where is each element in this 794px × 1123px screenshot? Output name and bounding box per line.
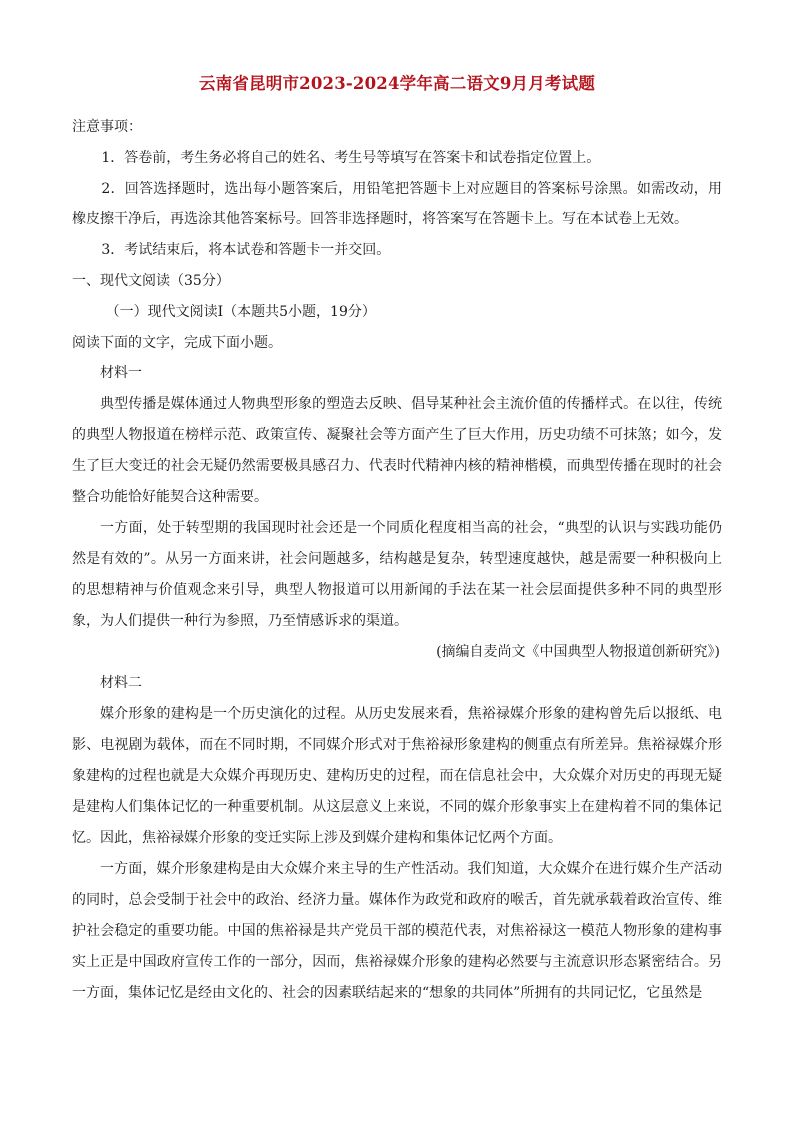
page-title: 云南省昆明市2023-2024学年高二语文9月月考试题 — [198, 74, 596, 93]
material-paragraph: 媒介形象的建构是一个历史演化的过程。从历史发展来看，焦裕禄媒介形象的建构曾先后以报纸、电影、电视剧为载体，而在不同时期，不同媒介形式对于焦裕禄形象建构的侧重点有所差异。焦裕禄媒介形象建构的过程也就是大众媒介再现历史、建构历史的过程，而在信息社会中，大众媒介对历史的再现无疑是建构人们集体记忆的一种重要机制。从这层意义上来说，不同的媒介形象事实上在建构着不同的集体记忆。因此，焦裕禄媒介形象的变迁实际上涉及到媒介建构和集体记忆两个方面。 — [72, 705, 722, 846]
material-label: 材料二 — [100, 675, 142, 692]
reading-instruction: 阅读下面的文字，完成下面小题。 — [72, 334, 282, 351]
material-paragraph: 一方面，媒介形象建构是由大众媒介来主导的生产性活动。我们知道，大众媒介在进行媒介生产活动的同时，总会受制于社会中的政治、经济力量。媒体作为政党和政府的喉舌，首先就承载着政治宣传、维护社会稳定的重要功能。中国的焦裕禄是共产党员干部的模范代表，对焦裕禄这一模范人物形象的建构事实上正是中国政府宣传工作的一部分，因而，焦裕禄媒介形象的建构必然要与主流意识形态紧密结合。另一方面，集体记忆是经由文化的、社会的因素联结起来的“想象的共同体”所拥有的共同记忆，它虽然是 — [72, 860, 722, 1001]
notice-item-2: 2．回答选择题时，选出每小题答案后，用铅笔把答题卡上对应题目的答案标号涂黑。如需改动，用橡皮擦干净后，再选涂其他答案标号。回答非选择题时，将答案写在答题卡上。写在本试卷上无效。 — [72, 180, 722, 228]
section-heading: 一、现代文阅读（35分） — [72, 272, 230, 289]
subsection-heading: （一）现代文阅读Ⅰ（本题共5小题，19分） — [105, 303, 376, 320]
material-paragraph: 一方面，处于转型期的我国现时社会还是一个同质化程度相当高的社会，“典型的认识与实践功能仍然是有效的”。从另一方面来讲，社会问题越多，结构越是复杂，转型速度越快，越是需要一种积极向上的思想精神与价值观念来引导，典型人物报道可以用新闻的手法在某一社会层面提供多种不同的典型形象，为人们提供一种行为参照，乃至情感诉求的渠道。 — [72, 520, 722, 630]
notice-item-3: 3．考试结束后，将本试卷和答题卡一并交回。 — [101, 242, 391, 259]
material-label: 材料一 — [100, 365, 142, 382]
material-source: (摘编自麦尚文《中国典型人物报道创新研究》) — [436, 644, 720, 661]
material-paragraph: 典型传播是媒体通过人物典型形象的塑造去反映、倡导某种社会主流价值的传播样式。在以往，传统的典型人物报道在榜样示范、政策宣传、凝聚社会等方面产生了巨大作用，历史功绩不可抹煞；如今，发生了巨大变迁的社会无疑仍然需要极具感召力、代表时代精神内核的精神楷模，而典型传播在现时的社会整合功能恰好能契合这种需要。 — [72, 396, 722, 506]
notice-item-1: 1．答卷前，考生务必将自己的姓名、考生号等填写在答案卡和试卷指定位置上。 — [101, 149, 601, 166]
notice-heading: 注意事项： — [72, 119, 142, 135]
